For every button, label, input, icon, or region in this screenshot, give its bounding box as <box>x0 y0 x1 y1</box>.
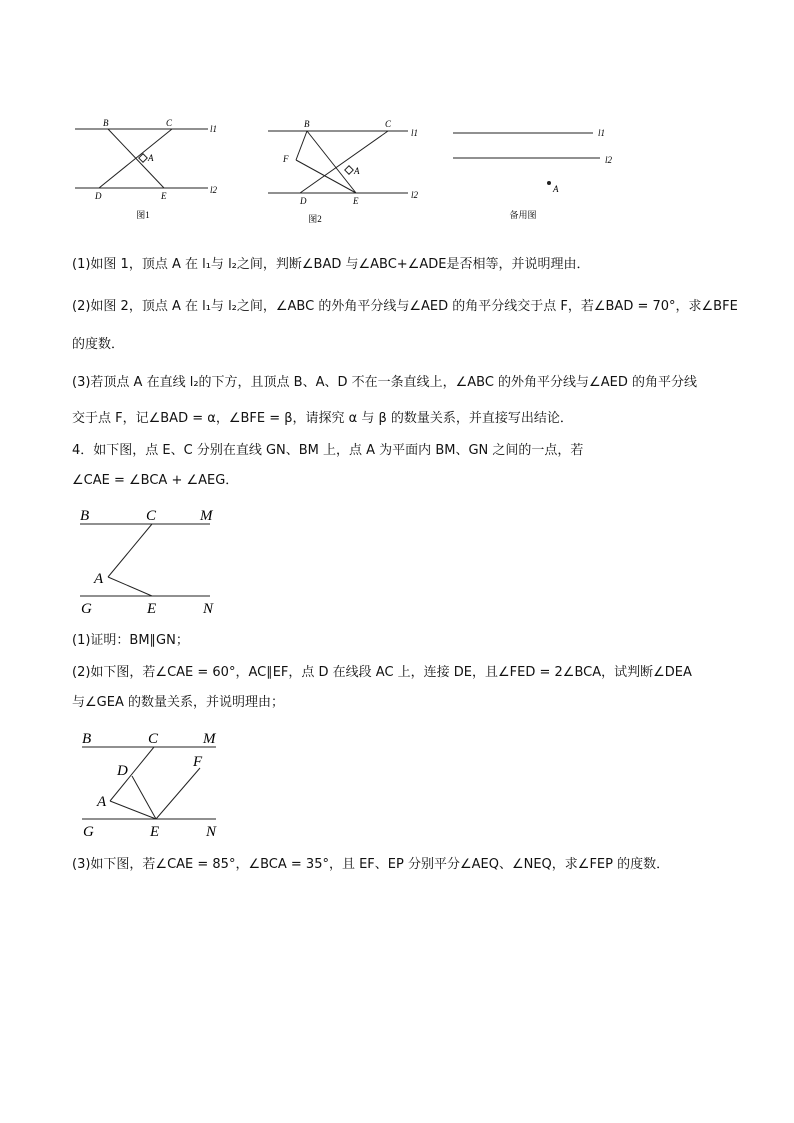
q4a-label-a: A <box>94 571 104 587</box>
fig2-label-a: A <box>354 166 360 176</box>
fig1-label-d: D <box>95 191 102 201</box>
q4b-label-d: D <box>117 763 128 779</box>
fig2-label-c: C <box>385 119 392 129</box>
fig2-label-e: E <box>353 196 359 206</box>
figure-1 <box>60 110 230 225</box>
q4a-label-e: E <box>147 601 157 617</box>
q4b-label-b: B <box>82 731 92 747</box>
fig3-caption: 备用图 <box>509 210 537 220</box>
fig1-label-b: B <box>103 118 109 128</box>
figure-q4-a <box>72 500 232 620</box>
figure-spare <box>445 110 620 225</box>
q3-part2-line2: 的度数． <box>72 337 125 352</box>
fig1-label-c: C <box>166 118 173 128</box>
q4a-label-c: C <box>146 508 157 524</box>
q4b-label-a: A <box>97 794 107 810</box>
q4b-label-n: N <box>206 824 217 840</box>
figure-2 <box>258 110 428 230</box>
q4-intro-line1: 4．如下图，点 E、C 分别在直线 GN、BM 上，点 A 为平面内 BM、GN 之间的一点，若 <box>72 443 584 458</box>
q4-intro-line2: ∠CAE = ∠BCA + ∠AEG． <box>72 473 239 488</box>
q4b-label-m: M <box>203 731 216 747</box>
q4a-label-b: B <box>80 508 90 524</box>
q4b-label-e: E <box>150 824 160 840</box>
fig2-label-f: F <box>283 154 289 164</box>
figure-q4-b <box>72 722 237 847</box>
q3-part3-line2: 交于点 F，记∠BAD = α，∠BFE = β，请探究 α 与 β 的数量关系，并直接写出结论． <box>72 411 573 426</box>
fig3-label-a: A <box>553 184 559 194</box>
fig2-label-b: B <box>304 119 310 129</box>
q4a-label-n: N <box>203 601 214 617</box>
fig3-label-l2: l2 <box>605 155 613 165</box>
fig1-label-l2: l2 <box>210 185 218 195</box>
fig2-label-d: D <box>300 196 307 206</box>
q3-part1: (1)如图 1，顶点 A 在 l₁与 l₂之间，判断∠BAD 与∠ABC+∠ADE是否相等，并说明理由． <box>72 257 590 272</box>
q4b-label-f: F <box>193 754 203 770</box>
fig2-label-l1: l1 <box>411 128 419 138</box>
q3-part2-line1: (2)如图 2，顶点 A 在 l₁与 l₂之间，∠ABC 的外角平分线与∠AED 的角平分线交于点 F，若∠BAD = 70°，求∠BFE <box>72 299 738 314</box>
fig2-label-l2: l2 <box>411 190 419 200</box>
q4a-label-g: G <box>81 601 92 617</box>
q4b-label-c: C <box>148 731 159 747</box>
q4a-label-m: M <box>200 508 213 524</box>
fig1-label-l1: l1 <box>210 124 218 134</box>
q4-part2-line2: 与∠GEA 的数量关系，并说明理由； <box>72 695 284 710</box>
q4-part2-line1: (2)如下图，若∠CAE = 60°，AC∥EF，点 D 在线段 AC 上，连接 DE，且∠FED = 2∠BCA，试判断∠DEA <box>72 665 692 680</box>
q4-part1: (1)证明：BM∥GN； <box>72 633 189 648</box>
q4-part3: (3)如下图，若∠CAE = 85°，∠BCA = 35°，且 EF、EP 分别平分∠AEQ、∠NEQ，求∠FEP 的度数． <box>72 857 670 872</box>
fig1-label-e: E <box>161 191 167 201</box>
fig2-caption: 图2 <box>308 214 322 224</box>
fig3-label-l1: l1 <box>598 128 606 138</box>
q3-part3-line1: (3)若顶点 A 在直线 l₂的下方，且顶点 B、A、D 不在一条直线上，∠ABC 的外角平分线与∠AED 的角平分线 <box>72 375 697 390</box>
q4b-label-g: G <box>83 824 94 840</box>
fig1-caption: 图1 <box>136 210 150 220</box>
fig1-label-a: A <box>148 153 154 163</box>
